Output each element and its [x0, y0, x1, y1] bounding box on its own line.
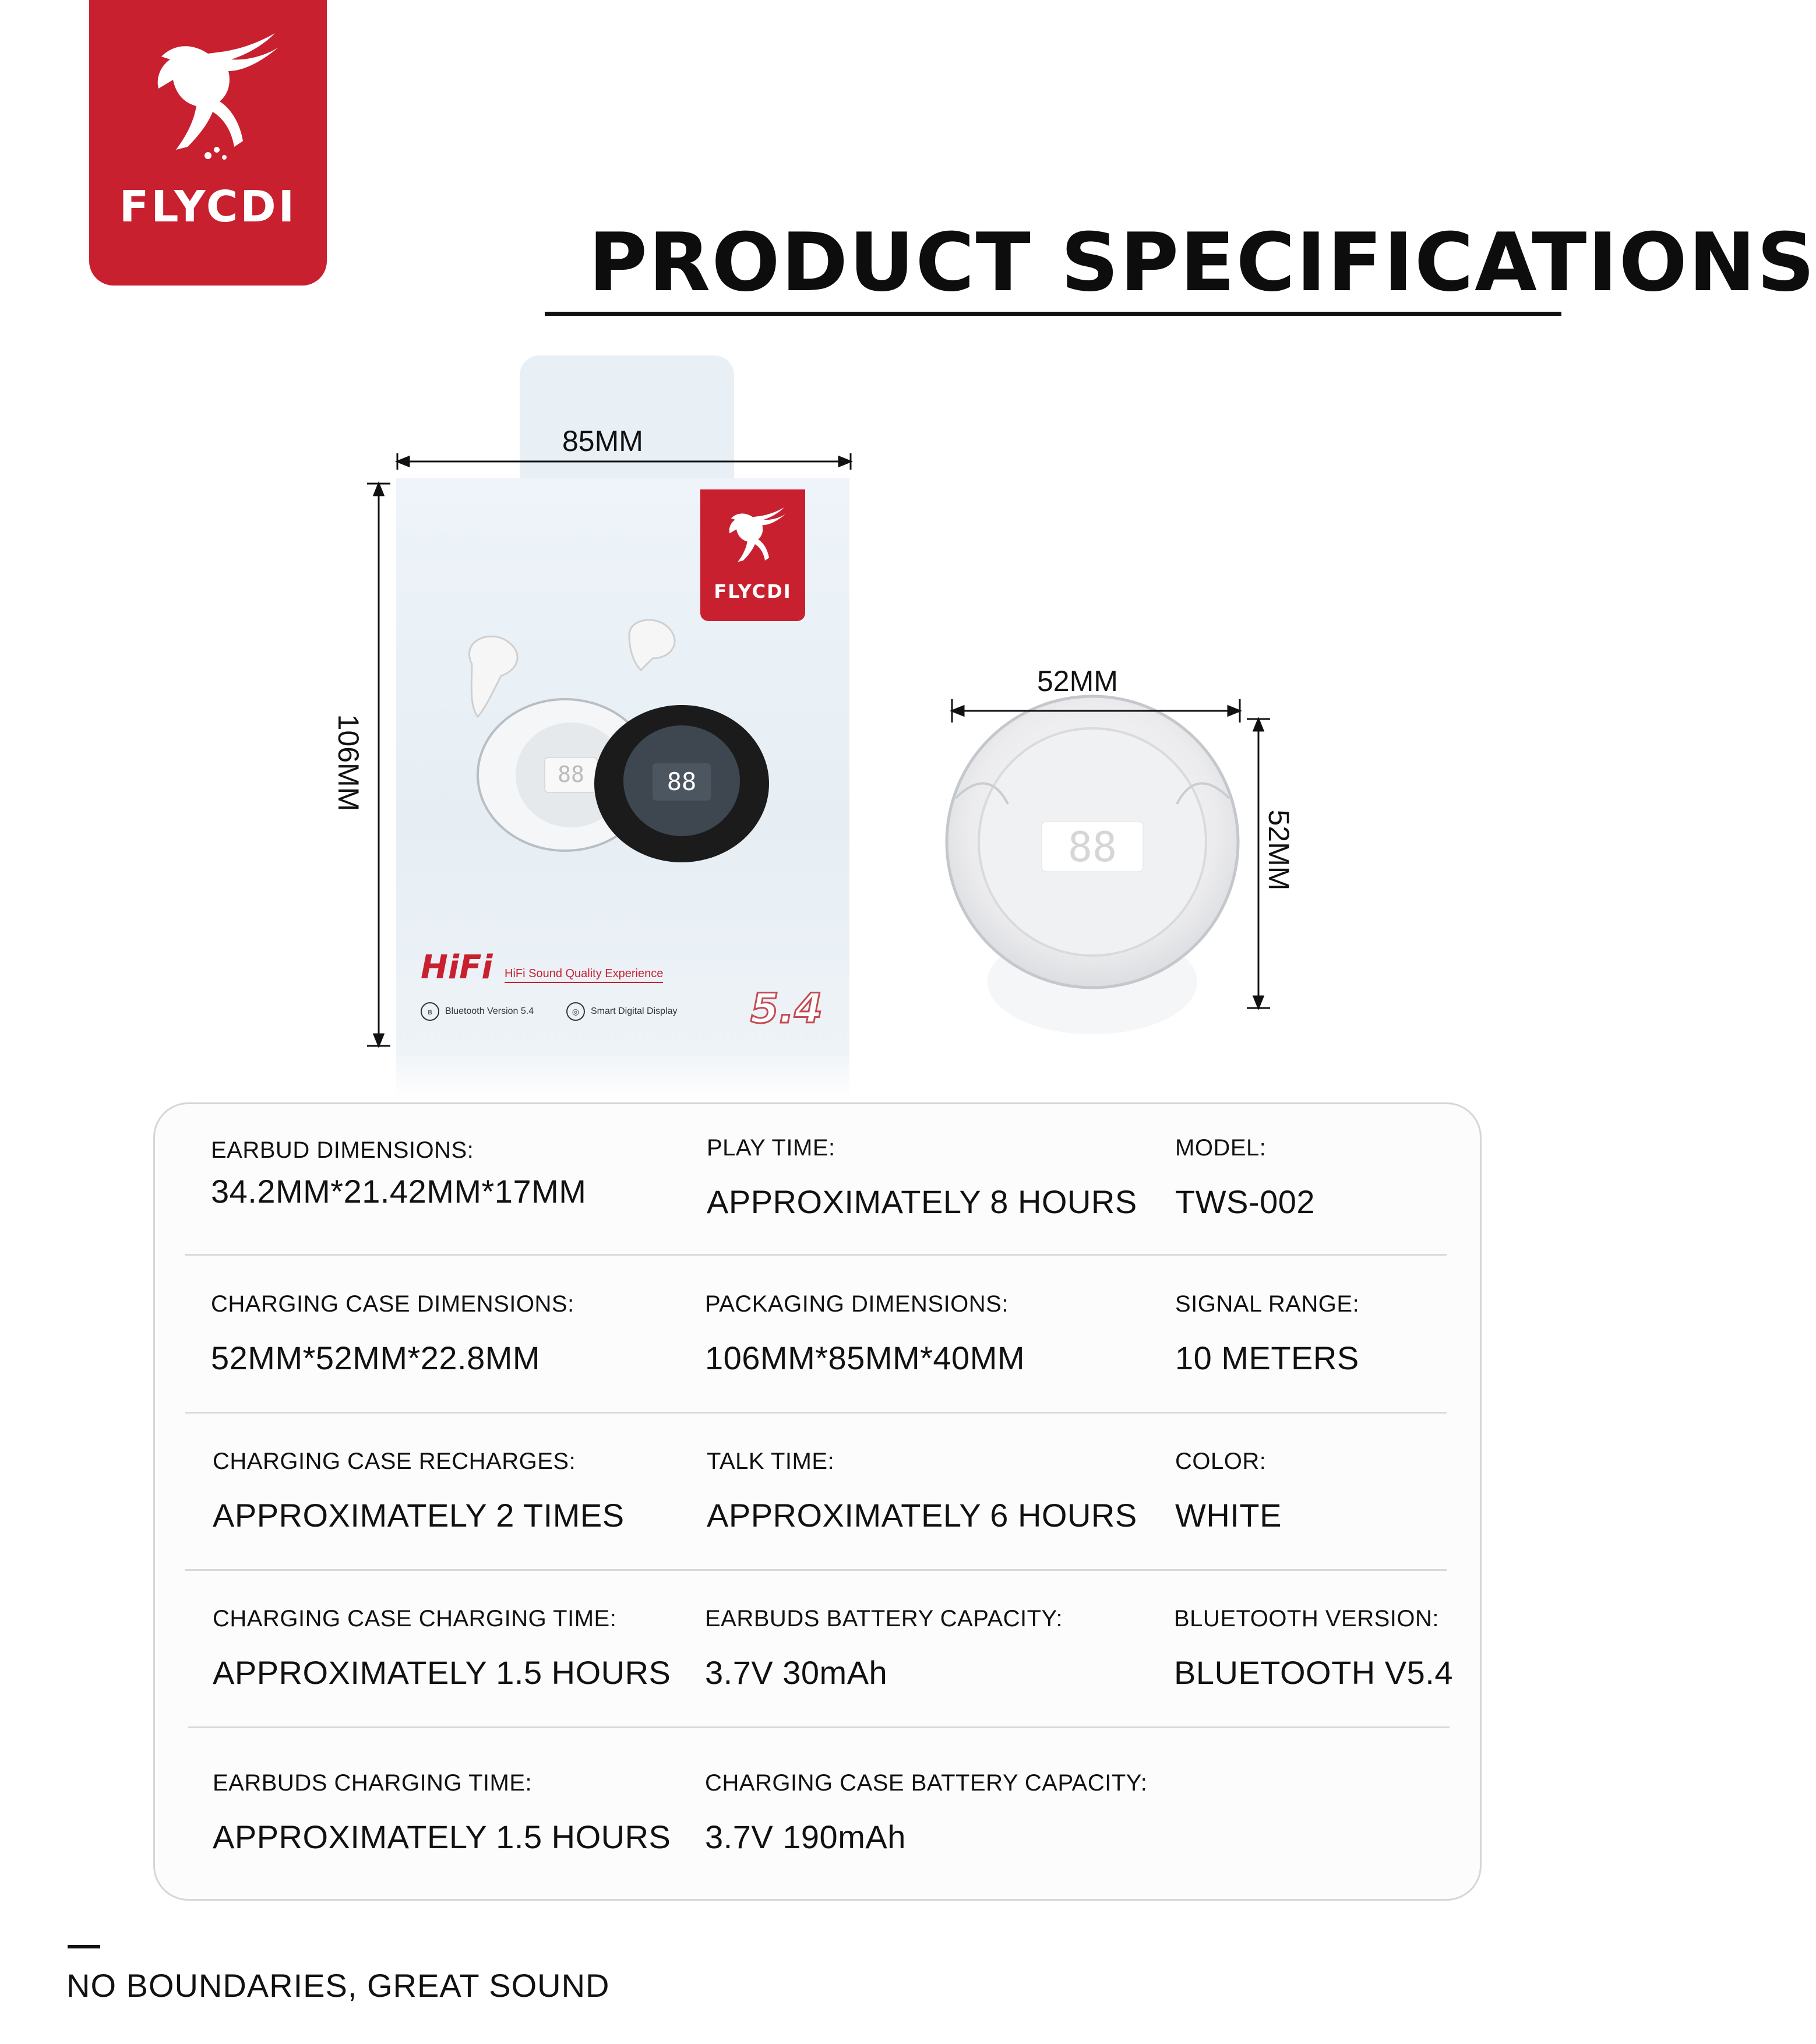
spec-label: COLOR: — [1175, 1449, 1267, 1474]
package-hifi-subtitle: HiFi Sound Quality Experience — [505, 967, 663, 983]
case-height-label: 52MM — [1263, 809, 1295, 891]
package-height-line — [361, 472, 396, 1060]
spec-value: WHITE — [1175, 1497, 1282, 1534]
spec-label: EARBUDS CHARGING TIME: — [213, 1770, 533, 1796]
svg-text:88: 88 — [1067, 823, 1117, 871]
spec-value: APPROXIMATELY 8 HOURS — [707, 1183, 1137, 1220]
spec-value: 10 METERS — [1175, 1340, 1359, 1376]
spec-divider — [188, 1726, 1450, 1728]
package-width-label: 85MM — [562, 425, 643, 457]
spec-value: 106MM*85MM*40MM — [705, 1340, 1025, 1376]
display-icon: ◎ — [566, 1002, 585, 1021]
case-width-line — [944, 693, 1247, 728]
spec-divider — [185, 1412, 1447, 1414]
spec-label: TALK TIME: — [707, 1449, 835, 1474]
spec-divider — [185, 1569, 1447, 1571]
spec-value: APPROXIMATELY 6 HOURS — [707, 1497, 1137, 1534]
package-reflection — [396, 1055, 849, 1101]
spec-label: PACKAGING DIMENSIONS: — [705, 1291, 1009, 1317]
spec-value: TWS-002 — [1175, 1183, 1315, 1220]
footer-tagline: NO BOUNDARIES, GREAT SOUND — [66, 1967, 610, 2004]
package-brand-name: FLYCDI — [714, 580, 792, 602]
case-width-label: 52MM — [1037, 665, 1118, 697]
package-dimension-lines — [385, 443, 862, 1060]
spec-label: PLAY TIME: — [707, 1135, 835, 1161]
spec-value: APPROXIMATELY 1.5 HOURS — [213, 1654, 671, 1691]
pegasus-icon — [121, 30, 295, 176]
spec-value: APPROXIMATELY 1.5 HOURS — [213, 1819, 671, 1855]
spec-label: MODEL: — [1175, 1135, 1267, 1161]
brand-name: FLYCDI — [119, 182, 297, 232]
spec-value: APPROXIMATELY 2 TIMES — [213, 1497, 625, 1534]
footer-dash — [68, 1945, 100, 1948]
package-version: 5.4 — [750, 985, 823, 1032]
brand-logo — [89, 0, 327, 286]
svg-text:88: 88 — [667, 767, 697, 796]
title-underline — [545, 312, 1561, 316]
package-height-label: 106MM — [332, 714, 365, 812]
spec-label: EARBUDS BATTERY CAPACITY: — [705, 1606, 1063, 1631]
spec-label: CHARGING CASE BATTERY CAPACITY: — [705, 1770, 1148, 1796]
spec-label: CHARGING CASE RECHARGES: — [213, 1449, 576, 1474]
spec-label: BLUETOOTH VERSION: — [1174, 1606, 1440, 1631]
spec-value: 34.2MM*21.42MM*17MM — [211, 1173, 587, 1210]
page-title: PRODUCT SPECIFICATIONS — [588, 216, 1816, 309]
spec-divider — [185, 1254, 1447, 1256]
bluetooth-icon: ʙ — [421, 1002, 439, 1021]
spec-value: BLUETOOTH V5.4 — [1174, 1654, 1454, 1691]
spec-label: SIGNAL RANGE: — [1175, 1291, 1360, 1317]
package-feature-label: Bluetooth Version 5.4 — [445, 1006, 534, 1016]
package-feature-label: Smart Digital Display — [591, 1006, 678, 1016]
spec-label: EARBUD DIMENSIONS: — [211, 1137, 474, 1163]
spec-value: 3.7V 190mAh — [705, 1819, 906, 1855]
package-hifi: HiFi — [421, 949, 493, 986]
spec-label: CHARGING CASE CHARGING TIME: — [213, 1606, 617, 1631]
charging-case-image — [944, 711, 1247, 1072]
spec-label: CHARGING CASE DIMENSIONS: — [211, 1291, 574, 1317]
spec-value: 52MM*52MM*22.8MM — [211, 1340, 541, 1376]
svg-text:88: 88 — [558, 762, 584, 787]
spec-value: 3.7V 30mAh — [705, 1654, 888, 1691]
